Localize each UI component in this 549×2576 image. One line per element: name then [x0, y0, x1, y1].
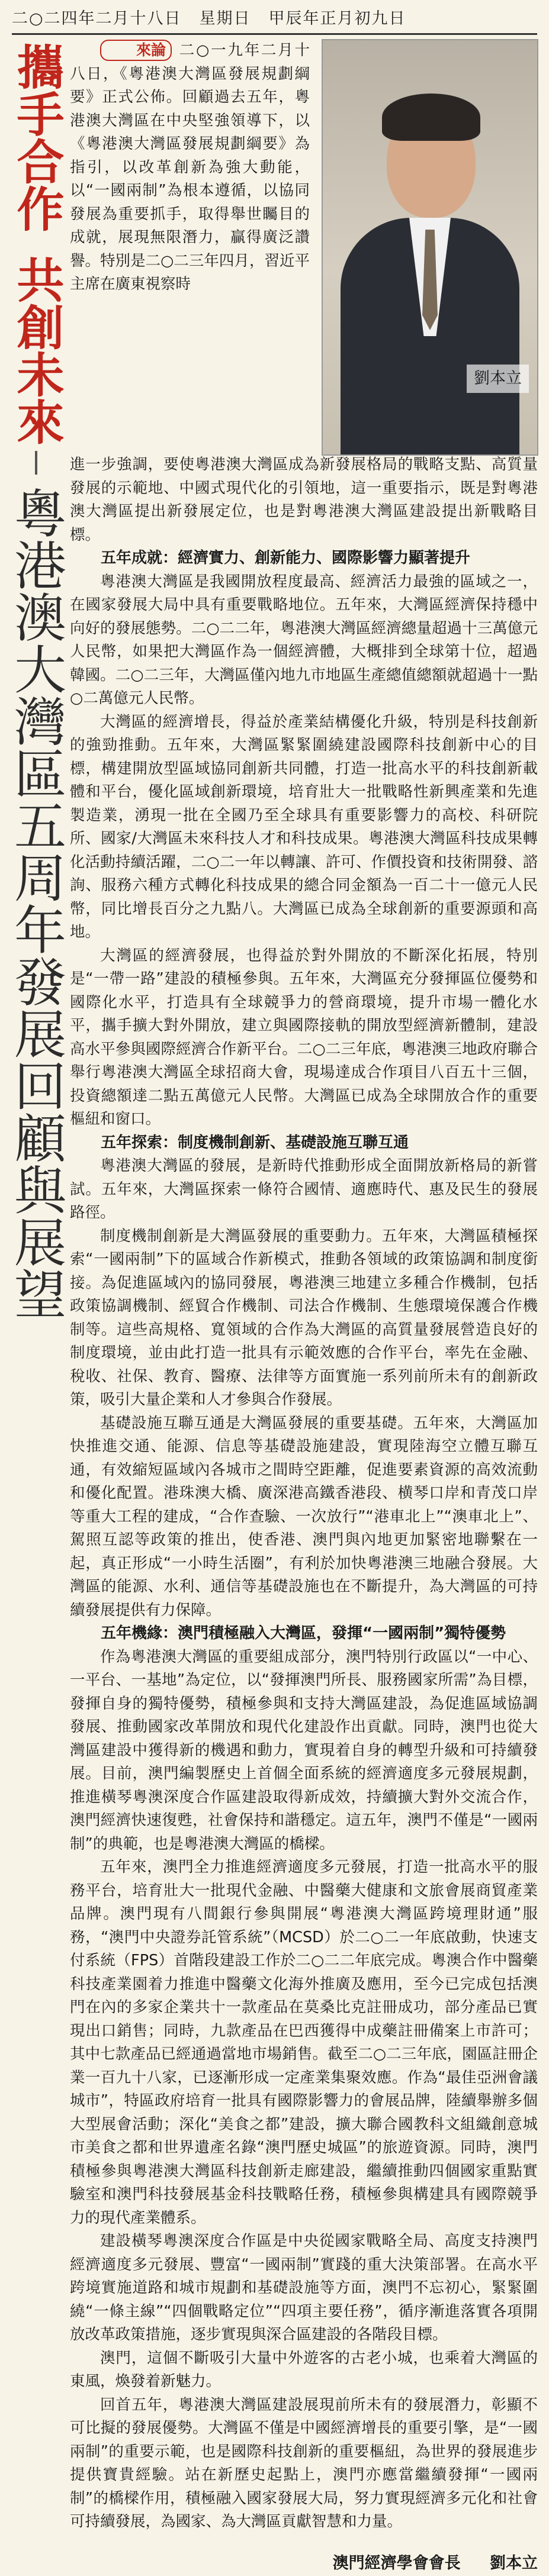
author-photo: [322, 39, 538, 456]
paragraph: 五年來，澳門全力推進經濟適度多元發展，打造一批高水平的服務平台，培育壯大一批現代金融、中醫藥大健康和文旅會展商貿產業品牌。澳門現有八間銀行參與開展“粵港澳大灣區跨境理財通”服務，“澳門中央證券託管系統”（MCSD）於二○二一年底啟動，快速支付系統（FPS）首階段建設工作於二○二二年底完成。粵澳合作中醫藥科技產業園着力推進中醫藥文化海外推廣及應用，至今已完成包括澳門在內的多家企業共十一款產品在莫桑比克註冊成功，部分產品已實現出口銷售；同時，九款產品在巴西獲得中成藥註冊備案上市許可；其中七款產品已經通過當地市場銷售。截至二○二三年底，園區註冊企業一百九十八家，已逐漸形成一定產業集聚效應。作為“最佳亞洲會議城市”，特區政府培育一批具有國際影響力的會展品牌，陸續舉辦多個大型展會活動；深化“美食之都”建設，擴大聯合國教科文組織創意城市美食之都和世界遺產名錄“澳門歷史城區”的旅遊資源。同時，澳門積極參與粵港澳大灣區科技創新走廊建設，繼續推動四個國家重點實驗室和澳門科技發展基金科技戰略任務，積極參與構建具有國際競爭力的現代產業體系。: [70, 1858, 538, 2227]
paragraph: 作為粵港澳大灣區的重要組成部分，澳門特別行政區以“一中心、一平台、一基地”為定位，以“發揮澳門所長、服務國家所需”為目標，發揮自身的獨特優勢，積極參與和支持大灣區建設，為促進區域協調發展、推動國家改革開放和現代化建設作出貢獻。同時，澳門也從大灣區建設中獲得新的機遇和動力，實現着自身的轉型升級和可持續發展。目前，澳門編製歷史上首個全面系統的經濟適度多元發展規劃，推進橫琴粵澳深度合作區建設取得新成效，持續擴大對外交流合作，澳門經濟快速復甦，社會保持和諧穩定。這五年，澳門不僅是“一國兩制”的典範，也是粵港澳大灣區的橋樑。: [70, 1648, 538, 1853]
section-heading: 五年探索：制度機制創新、基礎設施互聯互通: [101, 1133, 409, 1152]
paragraph: 建設橫琴粵澳深度合作區是中央從國家戰略全局、高度支持澳門經濟適度多元發展、豐富“一國兩制”實踐的重大決策部署。在高水平跨境實施道路和城市規劃和基礎設施等方面，澳門不忘初心，緊緊圍繞“一條主線”“四個戰略定位”“四項主要任務”，循序漸進落實各項開放改革政策措施，逐步實現與深合區建設的各階段目標。: [70, 2232, 538, 2343]
paragraph: 粵港澳大灣區的發展，是新時代推動形成全面開放新格局的新嘗試。五年來，大灣區探索一條符合國情、適應時代、惠及民生的發展路徑。: [70, 1157, 538, 1221]
signature-org: 澳門經濟學會會長: [332, 2554, 461, 2572]
title-line-3: 粵港澳大灣區五周年發展回顧與展望: [6, 486, 67, 1320]
lead-block: [70, 39, 538, 453]
paragraph: 基礎設施互聯互通是大灣區發展的重要基礎。五年來，大灣區加快推進交通、能源、信息等基礎設施建設，實現陸海空立體互聯互通，有效縮短區域內各城市之間時空距離，促進要素資源的高效流動和優化配置。港珠澳大橋、廣深港高鐵香港段、横琴口岸和青茂口岸等重大工程的建成，“合作查驗、一次放行”“港車北上”“澳車北上”、駕照互認等政策的推出，使香港、澳門與內地更加緊密地聯繫在一起，真正形成“一小時生活圈”，有利於加快粵港澳三地融合發展。大灣區的能源、水利、通信等基礎設施也在不斷提升，為大灣區的可持續發展提供有力保障。: [70, 1414, 538, 1619]
title-line-1: 攜手合作: [9, 43, 64, 232]
hair-shape: [382, 94, 480, 141]
paragraph: 澳門，這個不斷吸引大量中外遊客的古老小城，也乘着大灣區的東風，煥發着新魅力。: [70, 2349, 538, 2390]
lead-paragraph: 二○一九年二月十八日，《粵港澳大灣區發展規劃綱要》正式公佈。回顧過去五年，粵港澳大灣區在中央堅強領導下，以《粵港澳大灣區發展規劃綱要》為指引，以改革創新為強大動能，以“一國兩制”為根本遵循，以協同發展為重要抓手，取得舉世矚目的成就，展現無限潛力，贏得廣泛讚譽。特別是二○二三年四月，習近平主席在廣東視察時: [70, 41, 310, 293]
photo-caption: 劉本立: [467, 365, 529, 393]
header-lunar: 甲辰年正月初九日: [268, 9, 406, 28]
header-date: 二○二四年二月十八日: [12, 9, 182, 28]
paragraph: 大灣區的經濟增長，得益於產業結構優化升級，特別是科技創新的強勁推動。五年來，大灣區緊緊圍繞建設國際科技創新中心的目標，構建開放型區域協同創新共同體，打造一批高水平的科技創新載體和平台，優化區域創新環境，培育壯大一批戰略性新興產業和先進製造業，湧現一批在全國乃至全球具有重要影響力的高校、科研院所、國家/大灣區未來科技人才和科技成果。粵港澳大灣區科技成果轉化活動持續活躍，二○二一年以轉讓、許可、作價投資和技術開發、諮詢、服務六種方式轉化科技成果的總合同金額為一百二十一億元人民幣，同比增長百分之九點八。大灣區已成為全球創新的重要源頭和高地。: [70, 712, 538, 941]
header-weekday: 星期日: [199, 9, 251, 28]
paragraph: 回首五年，粵港澳大灣區建設展現前所未有的發展潛力，彰顯不可比擬的發展優勢。大灣區不僅是中國經濟增長的重要引擎，是“一國兩制”的重要示範，也是國際科技創新的重要樞紐，為世界的發展進步提供寶貴經驗。站在新歷史起點上，澳門亦應當繼續發揮“一國兩制”的橋樑作用，積極融入國家發展大局，努力實現經濟多元化和社會可持續發展，為國家、為大灣區貢獻智慧和力量。: [70, 2396, 538, 2530]
lai-lun-tag: 來論: [100, 40, 172, 61]
signature: [70, 2552, 538, 2575]
title-divider: [35, 451, 37, 475]
article-body: [70, 39, 538, 2575]
section-heading: 五年機緣：澳門積極融入大灣區，發揮“一國兩制”獨特優勢: [101, 1624, 506, 1642]
lead-text: [70, 39, 310, 296]
signature-name: 劉本立: [490, 2554, 538, 2572]
lead-continued: 進一步強調，要使粵港澳大灣區成為新發展格局的戰略支點、高質量發展的示範地、中國式現代化的引領地，這一重要指示，既是對粵港澳大灣區提出新發展定位，也是對粵港澳大灣區建設提出新戰略目標。: [70, 456, 538, 544]
title-column: [7, 43, 65, 2102]
section-heading: 五年成就：經濟實力、創新能力、國際影響力顯著提升: [101, 549, 471, 567]
paragraph: 大灣區的經濟發展，也得益於對外開放的不斷深化拓展，特別是“一帶一路”建設的積極參與。五年來，大灣區充分發揮區位優勢和國際化水平，打造具有全球競爭力的營商環境，提升市場一體化水平，攜手擴大對外開放，建立與國際接軌的開放型經濟新體制，建設高水平參與國際經濟合作新平台。二○二三年底，粵港澳三地政府聯合舉行粵港澳大灣區全球招商大會，現場達成合作項目八百五十三個，投資總額達二點五萬億元人民幣。大灣區已成為全球開放合作的重要樞紐和窗口。: [70, 946, 538, 1128]
title-line-2: 共創未來: [9, 256, 64, 445]
page-header: [12, 0, 537, 35]
paragraph: 制度機制創新是大灣區發展的重要動力。五年來，大灣區積極探索“一國兩制”下的區域合作新模式，推動各領域的政策協調和制度銜接。為促進區域內的協同發展，粵港澳三地建立多種合作機制，包括政策協調機制、經貿合作機制、司法合作機制、生態環境保護合作機制等。這些高規格、寬領域的合作為大灣區的高質量發展營造良好的制度環境，並由此打造一批具有示範效應的合作平台，率先在金融、稅收、社保、教育、醫療、法律等方面實施一系列前所未有的創新政策，吸引大量企業和人才參與合作發展。: [70, 1227, 538, 1408]
paragraph: 粵港澳大灣區是我國開放程度最高、經濟活力最強的區域之一，在國家發展大局中具有重要戰略地位。五年來，大灣區經濟保持穩中向好的發展態勢。二○二二年，粵港澳大灣區經濟總量超過十三萬億元人民幣，如果把大灣區作為一個經濟體，大概排到全球第十位，超過韓國。二○二三年，大灣區僅內地九市地區生產總值總額就超過十一點○二萬億元人民幣。: [70, 572, 538, 707]
